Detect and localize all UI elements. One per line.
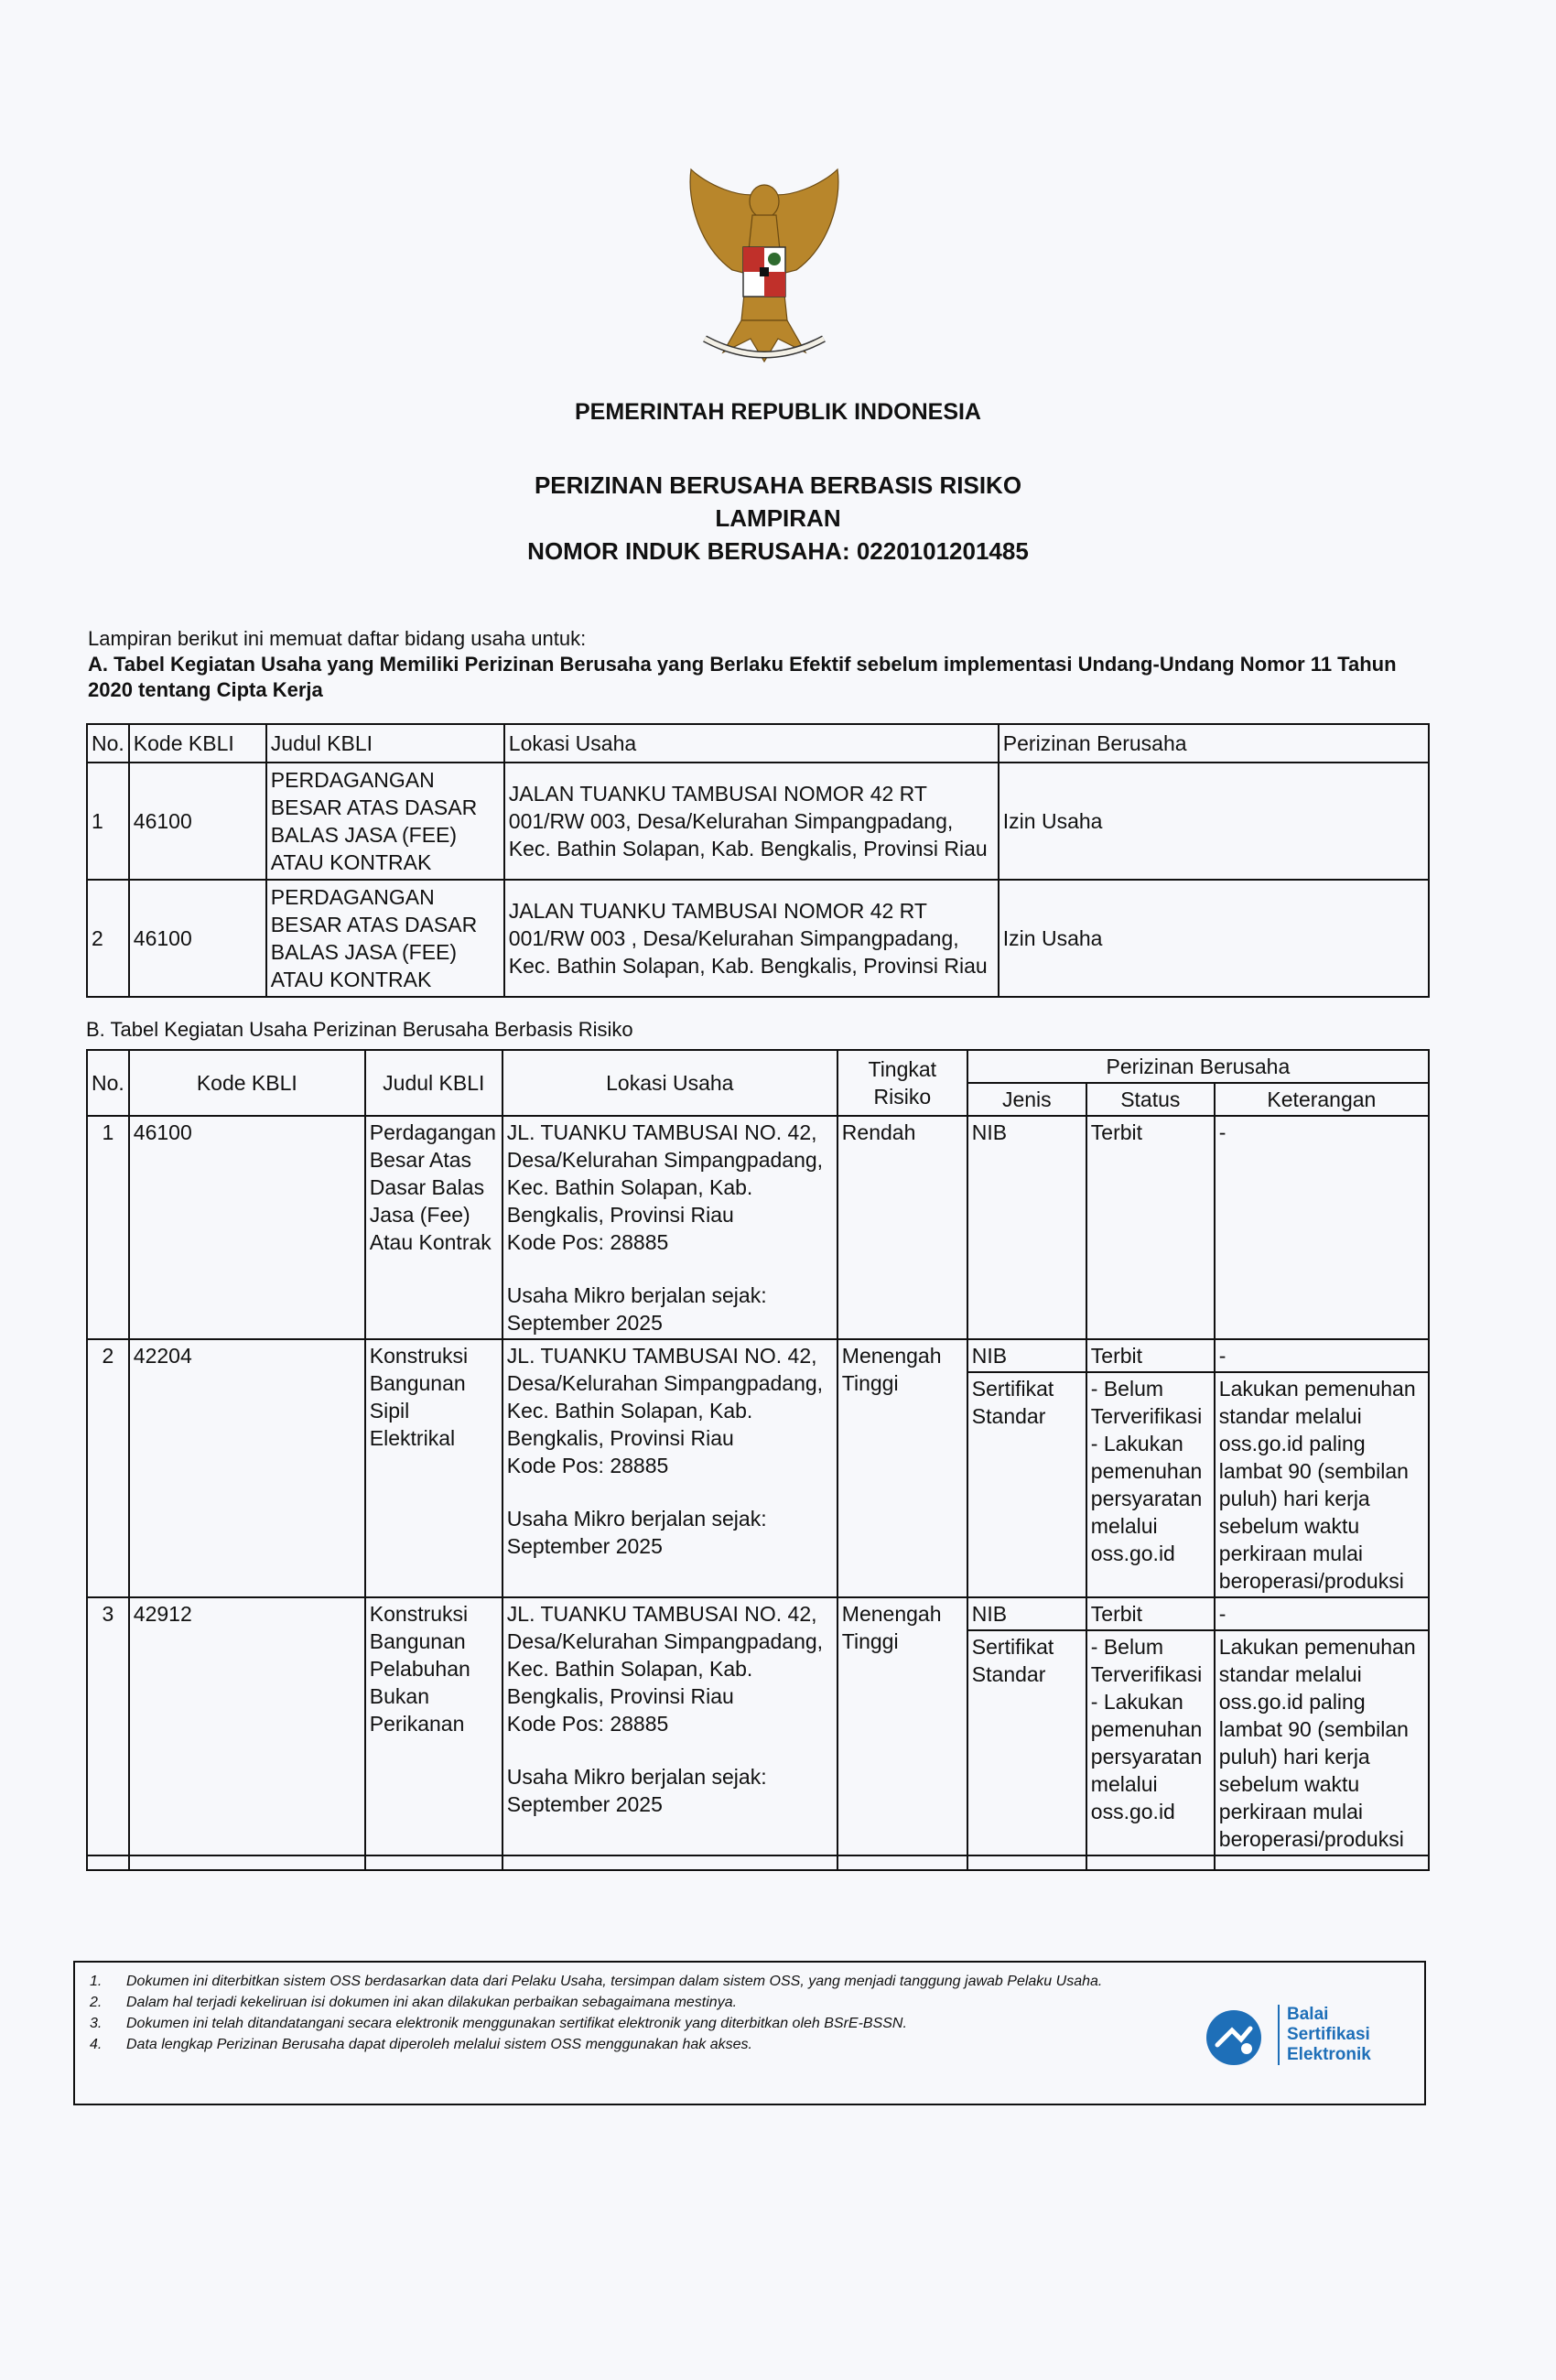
- table-a-header-lokasi: Lokasi Usaha: [504, 724, 999, 763]
- table-b-header-no: No.: [87, 1050, 129, 1116]
- table-a-header-judul: Judul KBLI: [266, 724, 504, 763]
- table-b-header-status: Status: [1086, 1083, 1215, 1116]
- document-subtitle: LAMPIRAN: [715, 504, 841, 532]
- table-b-cell-lokasi: [502, 1597, 837, 1855]
- list-item: 1. Dokumen ini diterbitkan sistem OSS berdasarkan data dari Pelaku Usaha, tersimpan dalam sistem OSS, yang menjadi tanggung jawab Pelaku Usaha.: [90, 1974, 1103, 1989]
- list-item: 4. Data lengkap Perizinan Berusaha dapat diperoleh melalui sistem OSS menggunakan hak akses.: [90, 2037, 752, 2052]
- table-b-cell-jenis: NIB: [967, 1597, 1086, 1630]
- bse-logo-icon: [1205, 2008, 1263, 2067]
- table-a-cell-lokasi: JALAN TUANKU TAMBUSAI NOMOR 42 RT 001/RW 003 , Desa/Kelurahan Simpangpadang, Kec. Bathin Solapan, Kab. Bengkalis, Provinsi Riau: [504, 880, 999, 997]
- table-b-cell-jenis: NIB: [967, 1339, 1086, 1372]
- table-row: [87, 1339, 1429, 1372]
- table-b-cell-keterangan: -: [1215, 1116, 1429, 1339]
- table-b-header-risiko: Tingkat Risiko: [837, 1050, 967, 1116]
- table-a-cell-izin: Izin Usaha: [999, 880, 1429, 997]
- table-b-cell-kode: 42912: [129, 1597, 365, 1855]
- table-b-cell-jenis: NIB: [967, 1116, 1086, 1339]
- table-a-cell-judul: PERDAGANGAN BESAR ATAS DASAR BALAS JASA (FEE) ATAU KONTRAK: [266, 763, 504, 880]
- table-b-cell-judul: Konstruksi Bangunan Pelabuhan Bukan Perikanan: [365, 1597, 502, 1855]
- document-title-block: [0, 469, 1556, 568]
- table-b-cell-risiko: Menengah Tinggi: [837, 1597, 967, 1855]
- lokasi-address: JL. TUANKU TAMBUSAI NO. 42, Desa/Kelurahan Simpangpadang, Kec. Bathin Solapan, Kab. Bengkalis, Provinsi Riau: [506, 1344, 824, 1450]
- table-b-cell-risiko: Rendah: [837, 1116, 967, 1339]
- table-b-cell-kode: 46100: [129, 1116, 365, 1339]
- table-b-cell-lokasi: [502, 1339, 837, 1597]
- table-b-header-kode: Kode KBLI: [129, 1050, 365, 1116]
- document-title: PERIZINAN BERUSAHA BERBASIS RISIKO: [534, 471, 1022, 499]
- table-b-cell-kode: 42204: [129, 1339, 365, 1597]
- table-b-header-perizinan: Perizinan Berusaha: [967, 1050, 1429, 1083]
- table-b-cell-status: - Belum Terverifikasi - Lakukan pemenuhan persyaratan melalui oss.go.id: [1086, 1630, 1215, 1855]
- section-b-heading: B. Tabel Kegiatan Usaha Perizinan Berusaha Berbasis Risiko: [86, 1018, 633, 1041]
- table-a-cell-kode: 46100: [129, 880, 266, 997]
- lokasi-kodepos: Kode Pos: 28885: [506, 1454, 669, 1477]
- table-a-header-izin: Perizinan Berusaha: [999, 724, 1429, 763]
- table-b-cell-no: 2: [87, 1339, 129, 1597]
- nib-number: NOMOR INDUK BERUSAHA: 0220101201485: [527, 537, 1029, 565]
- table-b: [86, 1049, 1430, 1871]
- lokasi-mikro: Usaha Mikro berjalan sejak: September 2025: [506, 1765, 767, 1816]
- table-b-header-judul: Judul KBLI: [365, 1050, 502, 1116]
- lokasi-mikro: Usaha Mikro berjalan sejak: September 2025: [506, 1507, 767, 1558]
- table-a-cell-judul: PERDAGANGAN BESAR ATAS DASAR BALAS JASA (FEE) ATAU KONTRAK: [266, 880, 504, 997]
- table-b-header-row: [87, 1050, 1429, 1083]
- table-b-cell-status: Terbit: [1086, 1339, 1215, 1372]
- table-b-bottom-row: [87, 1855, 1429, 1870]
- table-a-cell-no: 2: [87, 880, 129, 997]
- table-a-cell-izin: Izin Usaha: [999, 763, 1429, 880]
- table-a-header-kode: Kode KBLI: [129, 724, 266, 763]
- table-b-header-lokasi: Lokasi Usaha: [502, 1050, 837, 1116]
- bse-logo-text: Balai Sertifikasi Elektronik: [1278, 2005, 1371, 2065]
- list-item: 2. Dalam hal terjadi kekeliruan isi dokumen ini akan dilakukan perbaikan sebagaimana mestinya.: [90, 1995, 738, 2010]
- bse-logo: [1205, 2005, 1397, 2069]
- intro-lead: Lampiran berikut ini memuat daftar bidang usaha untuk:: [88, 627, 587, 650]
- lokasi-address: JL. TUANKU TAMBUSAI NO. 42, Desa/Kelurahan Simpangpadang, Kec. Bathin Solapan, Kab. Bengkalis, Provinsi Riau: [506, 1120, 824, 1227]
- table-b-cell-keterangan: -: [1215, 1339, 1429, 1372]
- section-a-heading: A. Tabel Kegiatan Usaha yang Memiliki Perizinan Berusaha yang Berlaku Efektif sebelum implementasi Undang-Undang Nomor 11 Tahun 2020 tentang Cipta Kerja: [88, 653, 1397, 701]
- table-a-cell-kode: 46100: [129, 763, 266, 880]
- table-row: [87, 1116, 1429, 1339]
- table-b-cell-no: 3: [87, 1597, 129, 1855]
- table-b-cell-jenis: Sertifikat Standar: [967, 1372, 1086, 1597]
- table-b-cell-no: 1: [87, 1116, 129, 1339]
- table-b-cell-keterangan: -: [1215, 1597, 1429, 1630]
- table-b-cell-lokasi: [502, 1116, 837, 1339]
- table-b-header-jenis: Jenis: [967, 1083, 1086, 1116]
- lokasi-mikro: Usaha Mikro berjalan sejak: September 2025: [506, 1283, 767, 1335]
- table-b-cell-status: - Belum Terverifikasi - Lakukan pemenuhan persyaratan melalui oss.go.id: [1086, 1372, 1215, 1597]
- table-b-cell-judul: Konstruksi Bangunan Sipil Elektrikal: [365, 1339, 502, 1597]
- notes-list: [90, 1972, 1216, 2056]
- table-b-cell-status: Terbit: [1086, 1597, 1215, 1630]
- garuda-emblem-icon: [668, 165, 860, 375]
- table-b-cell-keterangan: Lakukan pemenuhan standar melalui oss.go.id paling lambat 90 (sembilan puluh) hari kerja sebelum waktu perkiraan mulai beroperasi/produksi: [1215, 1630, 1429, 1855]
- table-b-cell-judul: Perdagangan Besar Atas Dasar Balas Jasa (Fee) Atau Kontrak: [365, 1116, 502, 1339]
- government-heading: PEMERINTAH REPUBLIK INDONESIA: [574, 399, 981, 425]
- table-a: [86, 723, 1430, 998]
- intro-text: [88, 626, 1424, 703]
- lokasi-kodepos: Kode Pos: 28885: [506, 1230, 669, 1254]
- lokasi-address: JL. TUANKU TAMBUSAI NO. 42, Desa/Kelurahan Simpangpadang, Kec. Bathin Solapan, Kab. Bengkalis, Provinsi Riau: [506, 1602, 824, 1708]
- list-item: 3. Dokumen ini telah ditandatangani secara elektronik menggunakan sertifikat elektronik yang diterbitkan oleh BSrE-BSSN.: [90, 2016, 907, 2031]
- lokasi-kodepos: Kode Pos: 28885: [506, 1712, 669, 1736]
- table-a-cell-no: 1: [87, 763, 129, 880]
- table-a-cell-lokasi: JALAN TUANKU TAMBUSAI NOMOR 42 RT 001/RW 003, Desa/Kelurahan Simpangpadang, Kec. Bathin Solapan, Kab. Bengkalis, Provinsi Riau: [504, 763, 999, 880]
- table-row: [87, 880, 1429, 997]
- footer-notes: [73, 1961, 1426, 2105]
- table-b-cell-keterangan: Lakukan pemenuhan standar melalui oss.go.id paling lambat 90 (sembilan puluh) hari kerja sebelum waktu perkiraan mulai beroperasi/produksi: [1215, 1372, 1429, 1597]
- table-row: [87, 763, 1429, 880]
- table-b-cell-status: Terbit: [1086, 1116, 1215, 1339]
- table-a-header-row: [87, 724, 1429, 763]
- table-b-cell-jenis: Sertifikat Standar: [967, 1630, 1086, 1855]
- table-row: [87, 1597, 1429, 1630]
- table-b-cell-risiko: Menengah Tinggi: [837, 1339, 967, 1597]
- table-a-header-no: No.: [87, 724, 129, 763]
- table-b-header-keterangan: Keterangan: [1215, 1083, 1429, 1116]
